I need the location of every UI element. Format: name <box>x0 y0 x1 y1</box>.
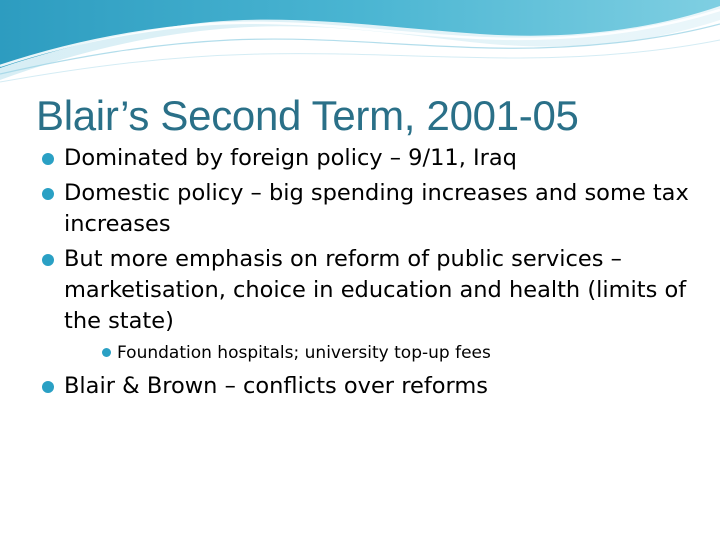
sub-bullet-dot-icon <box>102 348 111 357</box>
sub-bullet-item <box>36 341 696 365</box>
bullet-text: Blair & Brown – conflicts over reforms <box>64 373 488 399</box>
bullet-text: Domestic policy – big spending increases and some tax increases <box>64 180 689 237</box>
bullet-item <box>36 178 696 240</box>
bullet-text: But more emphasis on reform of public services – marketisation, choice in education and health (limits of the state) <box>64 246 687 334</box>
bullet-list <box>36 143 696 406</box>
bullet-text: Dominated by foreign policy – 9/11, Iraq <box>64 145 517 171</box>
bullet-dot-icon <box>42 254 54 266</box>
bullet-dot-icon <box>42 188 54 200</box>
bullet-dot-icon <box>42 381 54 393</box>
slide-title: Blair’s Second Term, 2001-05 <box>36 92 579 139</box>
bullet-item <box>36 143 696 174</box>
bullet-dot-icon <box>42 153 54 165</box>
sub-bullet-text: Foundation hospitals; university top-up fees <box>117 343 491 363</box>
header-wave-decoration <box>0 0 720 100</box>
bullet-item <box>36 371 696 402</box>
bullet-item <box>36 244 696 337</box>
